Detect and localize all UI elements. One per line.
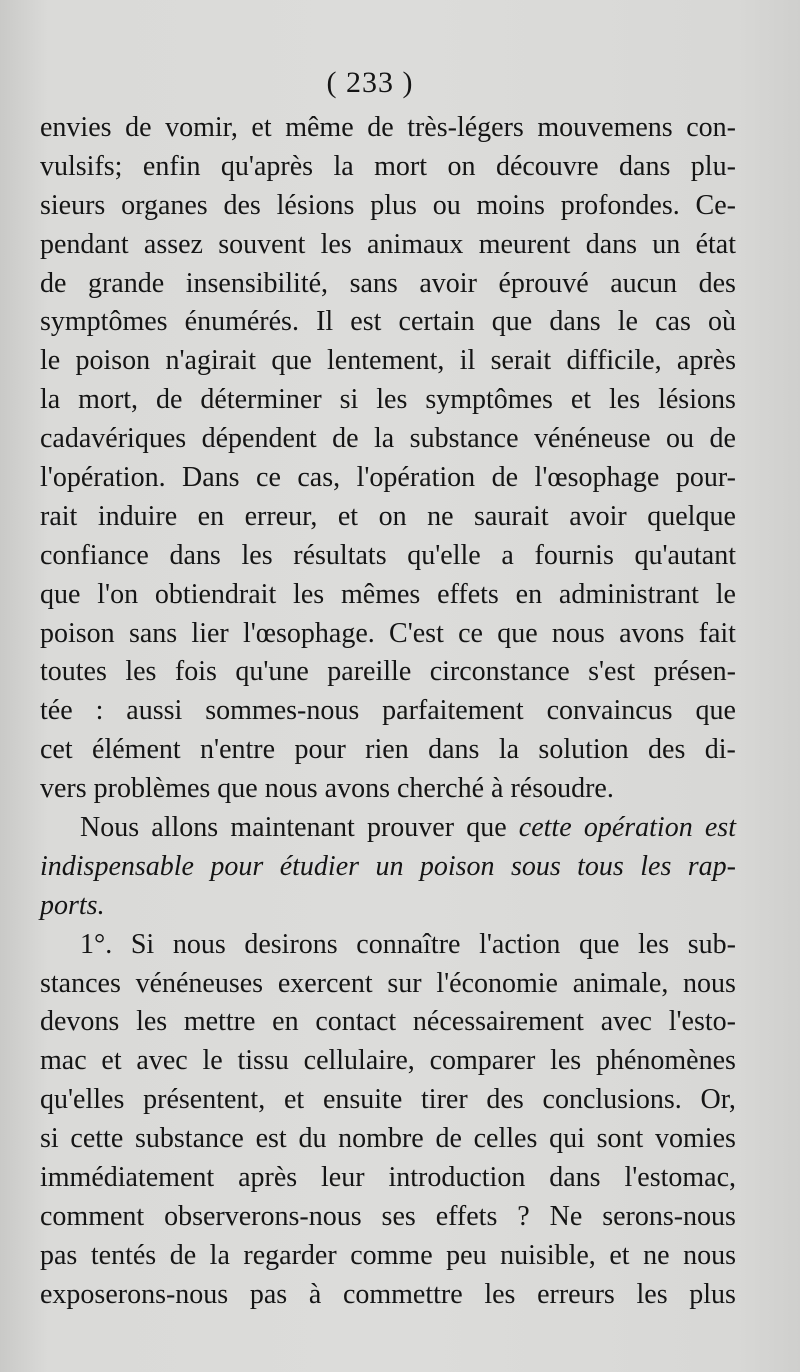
word: obtiendrait (154, 578, 277, 610)
word: les (320, 228, 352, 260)
word: après (238, 1162, 298, 1194)
word: comment (40, 1200, 145, 1232)
word: nous (683, 1239, 736, 1271)
word: introduction (388, 1162, 526, 1194)
word: desirons (244, 928, 338, 960)
word: cadavériques (40, 423, 187, 455)
text-line (40, 734, 736, 773)
word: nous (264, 773, 318, 805)
word: di- (704, 734, 736, 766)
page-number: ( 233 ) (326, 66, 414, 99)
word: lésions (276, 189, 355, 221)
word: animaux (367, 228, 464, 260)
word: solution (538, 734, 629, 766)
word: la (40, 384, 61, 416)
word: cherché (396, 773, 485, 805)
word: que (466, 812, 507, 844)
word: exercent (277, 967, 373, 999)
word: la (498, 734, 520, 766)
word: pendant (40, 228, 129, 260)
text-line (40, 462, 736, 501)
text-line (40, 1279, 736, 1318)
text-line (40, 501, 736, 540)
word: l'action (479, 928, 561, 960)
word: moins (476, 189, 545, 221)
word: de (156, 384, 183, 416)
word: ses (381, 1200, 416, 1232)
word: toutes (40, 656, 107, 688)
word: Dans (182, 462, 240, 494)
word: maintenant (230, 812, 355, 844)
word: phénomènes (595, 1045, 736, 1077)
word: sont (596, 1123, 644, 1155)
text-line (40, 1201, 736, 1240)
word: ou (666, 423, 695, 455)
word: a (501, 539, 514, 571)
word: des (648, 734, 686, 766)
word: problèmes (93, 773, 211, 805)
word: mettre (183, 1006, 256, 1038)
word: nécessairement (412, 1006, 584, 1038)
word: qu'autant (634, 539, 736, 571)
word: des (486, 1084, 524, 1116)
word: administrant (558, 578, 699, 610)
word: effets (437, 578, 499, 610)
word: poison (419, 850, 495, 882)
word: aussi (126, 695, 183, 727)
word: avec (136, 1045, 188, 1077)
word: confiance (40, 539, 149, 571)
word: les (293, 578, 325, 610)
word: Si (130, 928, 155, 960)
word: sieurs (40, 189, 106, 221)
word: que (491, 306, 533, 338)
word: cas (655, 306, 691, 338)
text-line (40, 306, 736, 345)
word: de (435, 1123, 462, 1155)
word: effets (435, 1200, 498, 1232)
word: sans (128, 617, 178, 649)
text-line (40, 656, 736, 695)
word: l'esto- (668, 1006, 736, 1038)
word: exposerons-nous (40, 1278, 229, 1310)
word: tentés (90, 1239, 157, 1271)
word: que (217, 773, 258, 805)
word: substance (409, 423, 519, 455)
word: après (676, 345, 736, 377)
word: l'œsophage (534, 462, 660, 494)
text-line (40, 1162, 736, 1201)
word: l'opération. (40, 462, 166, 494)
text-line (40, 423, 736, 462)
word: fois (174, 656, 217, 688)
word: vers (40, 773, 87, 805)
word: la (209, 1239, 230, 1271)
word: nous (172, 928, 226, 960)
word: que (578, 928, 620, 960)
word: sommes-nous (205, 695, 360, 727)
word: et (570, 384, 592, 416)
word: vulsifs; (40, 150, 123, 182)
word: difficile, (566, 345, 662, 377)
word: éprouvé (498, 267, 589, 299)
word: et (609, 1239, 630, 1271)
word: l'opération (356, 462, 476, 494)
word: Or, (700, 1084, 736, 1116)
word: fait (698, 617, 736, 649)
word: l'estomac, (624, 1162, 736, 1194)
text-line (40, 1084, 736, 1123)
word: les (136, 1006, 168, 1038)
word: avons (324, 773, 390, 805)
word: rien (365, 734, 409, 766)
word: vénéneuses (135, 967, 264, 999)
word: tée (40, 695, 73, 727)
word: vomir, (165, 112, 238, 143)
word: prouver (366, 812, 455, 844)
word: vénéneuse (533, 423, 651, 455)
word: n'entre (200, 734, 276, 766)
word: lier (191, 617, 229, 649)
text-line (40, 1045, 736, 1084)
word: dans (428, 734, 480, 766)
word: rap- (687, 850, 736, 882)
word: est (350, 306, 382, 338)
word: même (285, 112, 354, 143)
word: tirer (421, 1084, 468, 1116)
word: l'œsophage. (242, 617, 375, 649)
word: peu (446, 1239, 487, 1271)
word: on (378, 500, 407, 532)
word: que (695, 695, 736, 727)
word: qu'elles (40, 1084, 125, 1116)
word: est (704, 812, 736, 844)
text-line (40, 384, 736, 423)
body-text (40, 112, 736, 1318)
word: certain (398, 306, 475, 338)
word: de (332, 423, 359, 455)
word: ? (517, 1200, 530, 1232)
word: nous (551, 617, 605, 649)
word: serait (490, 345, 552, 377)
word: ou (432, 189, 461, 221)
word: les (241, 539, 273, 571)
word: découvre (495, 150, 599, 182)
word: la (333, 150, 354, 182)
word: pour- (675, 462, 736, 494)
word: parfaitement (382, 695, 524, 727)
word: de (491, 462, 519, 494)
word: conclusions. (542, 1084, 682, 1116)
word: état (695, 228, 736, 260)
word: dans (619, 150, 671, 182)
word: indispensable (40, 850, 194, 882)
text-line (40, 540, 736, 579)
word: ce (256, 462, 281, 494)
word: ne (427, 500, 454, 532)
word: dans (585, 228, 638, 260)
word: avons (619, 617, 685, 649)
word: que (497, 617, 538, 649)
word: Nous (80, 812, 140, 844)
word: le (202, 1045, 223, 1077)
word: tissu (237, 1045, 289, 1077)
word: et (337, 500, 359, 532)
word: C'est (389, 617, 444, 649)
word: poison (75, 345, 151, 377)
word: sur (387, 967, 422, 999)
word: un (652, 228, 681, 260)
word: meurent (478, 228, 571, 260)
word: Ce- (695, 189, 736, 221)
word: les (376, 384, 408, 416)
word: leur (321, 1162, 365, 1194)
word: dépendent (201, 423, 317, 455)
word: cet (40, 734, 73, 766)
word: avoir (569, 500, 627, 532)
word: commettre (342, 1278, 463, 1310)
word: substance (135, 1123, 244, 1155)
word: fournis (534, 539, 614, 571)
word: le (617, 306, 638, 338)
word: symptômes (425, 384, 553, 416)
word: allons (151, 812, 219, 844)
text-line (40, 890, 736, 929)
word: animale, (572, 967, 669, 999)
word: et (251, 112, 272, 143)
word: de (709, 423, 736, 455)
text-line (40, 695, 736, 734)
word: : (95, 695, 104, 727)
word: observerons-nous (164, 1200, 362, 1232)
word: étudier (279, 850, 360, 882)
word: cette (518, 812, 572, 844)
word: vomies (655, 1123, 736, 1155)
text-line (40, 229, 736, 268)
word: mouvemens (537, 112, 673, 143)
word: nuisible, (500, 1239, 596, 1271)
word: nous (683, 967, 736, 999)
word: si (40, 1123, 59, 1155)
word: le (40, 345, 61, 377)
word: avec (600, 1006, 652, 1038)
word: poison (40, 617, 115, 649)
word: énumérés. (184, 306, 299, 338)
text-line (40, 345, 736, 384)
word: circonstance (429, 656, 570, 688)
text-line (40, 1240, 736, 1279)
word: saurait (474, 500, 549, 532)
word: con- (686, 112, 736, 143)
word: le (715, 578, 736, 610)
word: avoir (419, 267, 477, 299)
word: les (484, 1278, 516, 1310)
word: cas, (297, 462, 341, 494)
word: on (447, 150, 476, 182)
word: Il (316, 306, 334, 338)
word: organes (121, 189, 208, 221)
word: comme (350, 1239, 433, 1271)
word: à (308, 1278, 322, 1310)
word: dans (549, 306, 601, 338)
text-line (40, 1123, 736, 1162)
word: sans (349, 267, 398, 299)
word: en (272, 1006, 299, 1038)
text-line (40, 579, 736, 618)
word: que (40, 578, 81, 610)
word: qu'une (235, 656, 309, 688)
word: pour (210, 850, 264, 882)
word: serons-nous (602, 1200, 736, 1232)
word: les (640, 850, 672, 882)
word: de (367, 112, 394, 143)
word: cette (70, 1123, 124, 1155)
word: plus (689, 1278, 736, 1310)
word: mort (374, 150, 428, 182)
word: assez (143, 228, 203, 260)
word: de (125, 112, 152, 143)
word: très-légers (407, 112, 524, 143)
word: sous (510, 850, 561, 882)
text-line (40, 190, 736, 229)
word: stances (40, 967, 121, 999)
word: en (197, 500, 225, 532)
text-line (40, 968, 736, 1007)
word: aucun (610, 267, 678, 299)
word: celles (473, 1123, 538, 1155)
word: dans (169, 539, 221, 571)
word: les (638, 928, 670, 960)
word: opération (583, 812, 693, 844)
word: à (491, 773, 504, 805)
word: 1°. (80, 928, 113, 960)
word: du (298, 1123, 327, 1155)
word: les (550, 1045, 582, 1077)
word: n'agirait (165, 345, 257, 377)
word: et (101, 1045, 122, 1077)
word: lésions (658, 384, 736, 416)
text-line (40, 929, 736, 968)
word: que (271, 345, 312, 377)
word: convaincus (546, 695, 673, 727)
word: il (459, 345, 476, 377)
text-line (40, 112, 736, 151)
word: plu- (690, 150, 736, 182)
word: pour (294, 734, 346, 766)
word: quelque (647, 500, 736, 532)
word: dans (549, 1162, 601, 1194)
word: les (636, 1278, 668, 1310)
word: résultats (293, 539, 387, 571)
word: et (283, 1084, 305, 1116)
word: sub- (687, 928, 736, 960)
word: devons (40, 1006, 120, 1038)
word: qu'après (220, 150, 314, 182)
word: présen- (653, 656, 736, 688)
word: pas (40, 1239, 78, 1271)
word: souvent (218, 228, 306, 260)
word: insensibilité, (185, 267, 329, 299)
word: cellulaire, (303, 1045, 415, 1077)
word: erreur, (244, 500, 318, 532)
text-line (40, 268, 736, 307)
word: est (255, 1123, 287, 1155)
word: si (339, 384, 359, 416)
word: enfin (142, 150, 201, 182)
word: grande (87, 267, 165, 299)
word: des (698, 267, 736, 299)
word: symptômes (40, 306, 168, 338)
word: mac (40, 1045, 87, 1077)
word: contact (315, 1006, 397, 1038)
word: ports. (40, 889, 105, 921)
word: immédiatement (40, 1162, 215, 1194)
text-line (40, 1006, 736, 1045)
word: l'économie (436, 967, 558, 999)
word: pareille (327, 656, 412, 688)
word: lentement, (327, 345, 445, 377)
word: ne (643, 1239, 670, 1271)
word: qu'elle (407, 539, 481, 571)
word: plus (370, 189, 417, 221)
word: résoudre. (510, 773, 614, 805)
word: ce (458, 617, 483, 649)
word: comparer (429, 1045, 536, 1077)
text-line (40, 851, 736, 890)
word: un (375, 850, 404, 882)
word: pas (249, 1278, 288, 1310)
text-line (40, 618, 736, 657)
word: induire (97, 500, 178, 532)
word: les (609, 384, 641, 416)
word: en (515, 578, 543, 610)
word: mêmes (340, 578, 421, 610)
text-line (40, 773, 736, 812)
word: où (707, 306, 736, 338)
word: envies (40, 112, 112, 143)
word: ensuite (322, 1084, 403, 1116)
word: de (40, 267, 67, 299)
word: la (374, 423, 395, 455)
word: s'est (588, 656, 636, 688)
word: profondes. (560, 189, 680, 221)
word: erreurs (537, 1278, 615, 1310)
word: les (125, 656, 157, 688)
word: connaître (356, 928, 461, 960)
word: des (223, 189, 261, 221)
word: élément (92, 734, 181, 766)
text-line (40, 812, 736, 851)
word: mort, (78, 384, 139, 416)
word: rait (40, 500, 78, 532)
text-line (40, 151, 736, 190)
word: qui (549, 1123, 585, 1155)
word: tous (577, 850, 624, 882)
word: regarder (243, 1239, 337, 1271)
word: présentent, (143, 1084, 266, 1116)
word: de (169, 1239, 197, 1271)
word: nombre (338, 1123, 424, 1155)
word: déterminer (200, 384, 322, 416)
word: Ne (549, 1200, 583, 1232)
word: l'on (97, 578, 139, 610)
